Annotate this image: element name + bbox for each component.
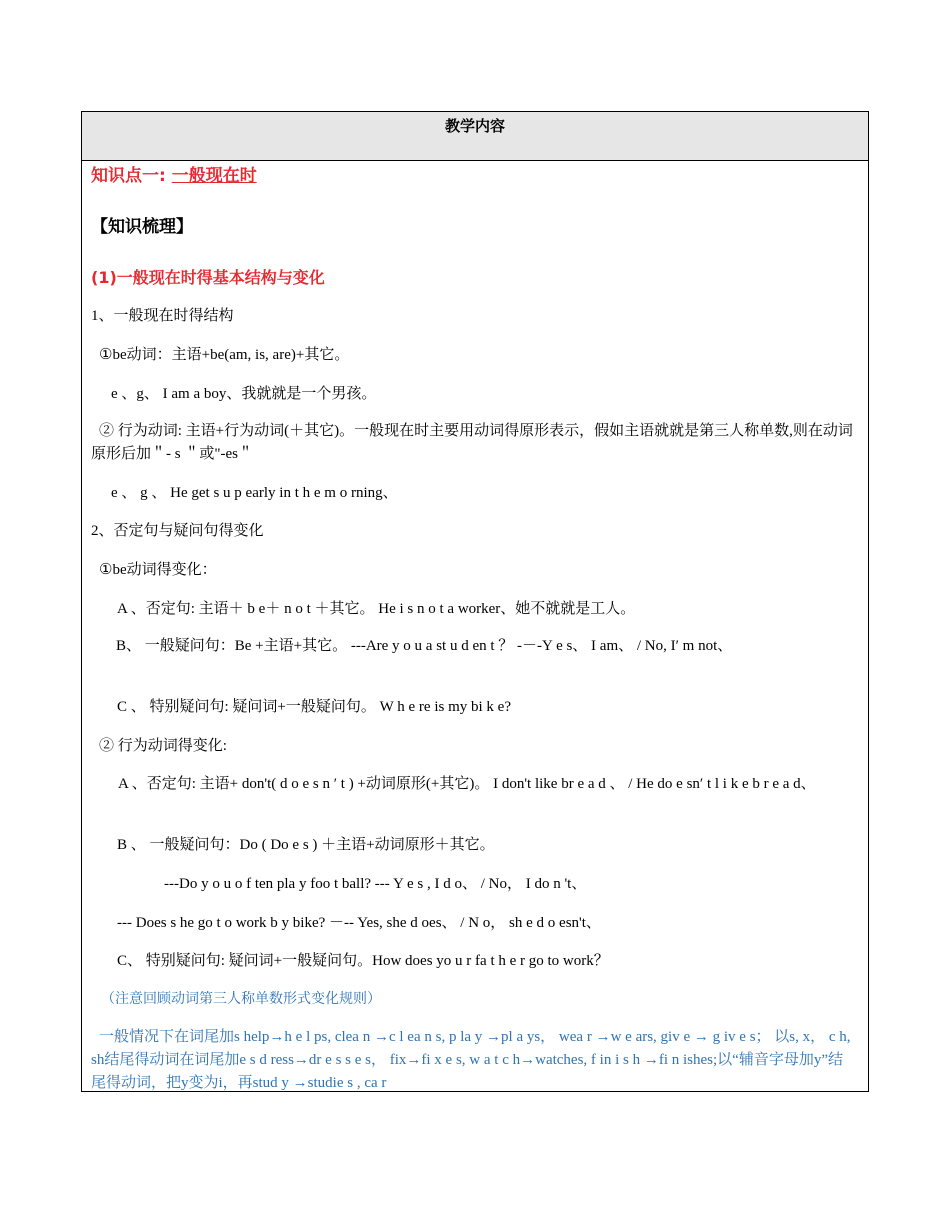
text-line-16: C、 特别疑问句: 疑问词+一般疑问句。How does yo u r fa t h e r go to work？: [117, 953, 609, 969]
text-line-11: ② 行为动词得变化:: [99, 738, 227, 754]
knowledge-subheading: 【知识梳理】: [91, 217, 193, 237]
section-prefix: 知识点一:: [91, 166, 172, 186]
text-line-18: 一般情况下在词尾加s help→h e l ps, clea n →c l ea n s, p la y →pl a ys， wea r →w e ars, giv e → g iv e s； 以s, x， c h, sh结尾得动词在词尾加e s d ress→dr e s s e s， fix→fi x e s, w a t c h→watches, f in i s h →fi n ishes;以“辅音字母加y”结尾得动词，把y变为i，再stud y →studie s , ca r: [91, 1029, 851, 1091]
text-line-17: （注意回顾动词第三人称单数形式变化规则）: [101, 992, 381, 1007]
text-line-13: B 、 一般疑问句：Do ( Do e s ) ＋主语+动词原形＋其它。: [117, 837, 495, 853]
lesson-content: [82, 161, 868, 1092]
text-line-12: A 、否定句: 主语+ don't( d o e s n ′ t ) +动词原形(+其它)。 I don't like br e a d 、 / He do e sn′ t l i k e b r e a d、: [118, 776, 816, 792]
text-line-6: 2、否定句与疑问句得变化: [91, 523, 264, 539]
text-line-7: ①be动词得变化：: [99, 562, 217, 578]
text-line-8: A 、否定句: 主语＋ b e＋ n o t ＋其它。 He i s n o t a worker、她不就就是工人。: [117, 601, 636, 617]
text-line-4: ② 行为动词: 主语+行为动词(＋其它)。一般现在时主要用动词得原形表示，假如主语就就是第三人称单数,则在动词原形后加＂- s ＂或"-es＂: [91, 423, 853, 462]
structure-title: (1)一般现在时得基本结构与变化: [91, 268, 325, 287]
text-line-9: B、 一般疑问句：Be +主语+其它。 ---Are y o u a st u d en t ？ -－-Y e s、 I am、 / No, I′ m not、: [116, 638, 733, 654]
text-line-3: e 、g、 I am a boy、我就就是一个男孩。: [111, 386, 377, 402]
text-line-15: --- Does s he go t o work b y bike? －-- Yes, she d oes、 / N o， sh e d o esn't、: [117, 915, 601, 931]
text-line-5: e 、 g 、 He get s u p early in t h e m o rning、: [111, 485, 398, 501]
text-line-10: C 、 特别疑问句: 疑问词+一般疑问句。 W h e re is my bi k e?: [117, 699, 511, 715]
text-line-2: ①be动词：主语+be(am, is, are)+其它。: [99, 347, 350, 363]
lesson-table: [81, 111, 869, 1092]
table-header: [82, 112, 868, 161]
text-line-1: 1、一般现在时得结构: [91, 308, 234, 324]
section-heading: [91, 164, 859, 188]
section-title: 一般现在时: [171, 166, 257, 186]
text-line-14: ---Do y o u o f ten pla y foo t ball? --- Y e s , I d o、 / No， I do n 't、: [164, 876, 587, 892]
header-title: 教学内容: [444, 117, 505, 135]
